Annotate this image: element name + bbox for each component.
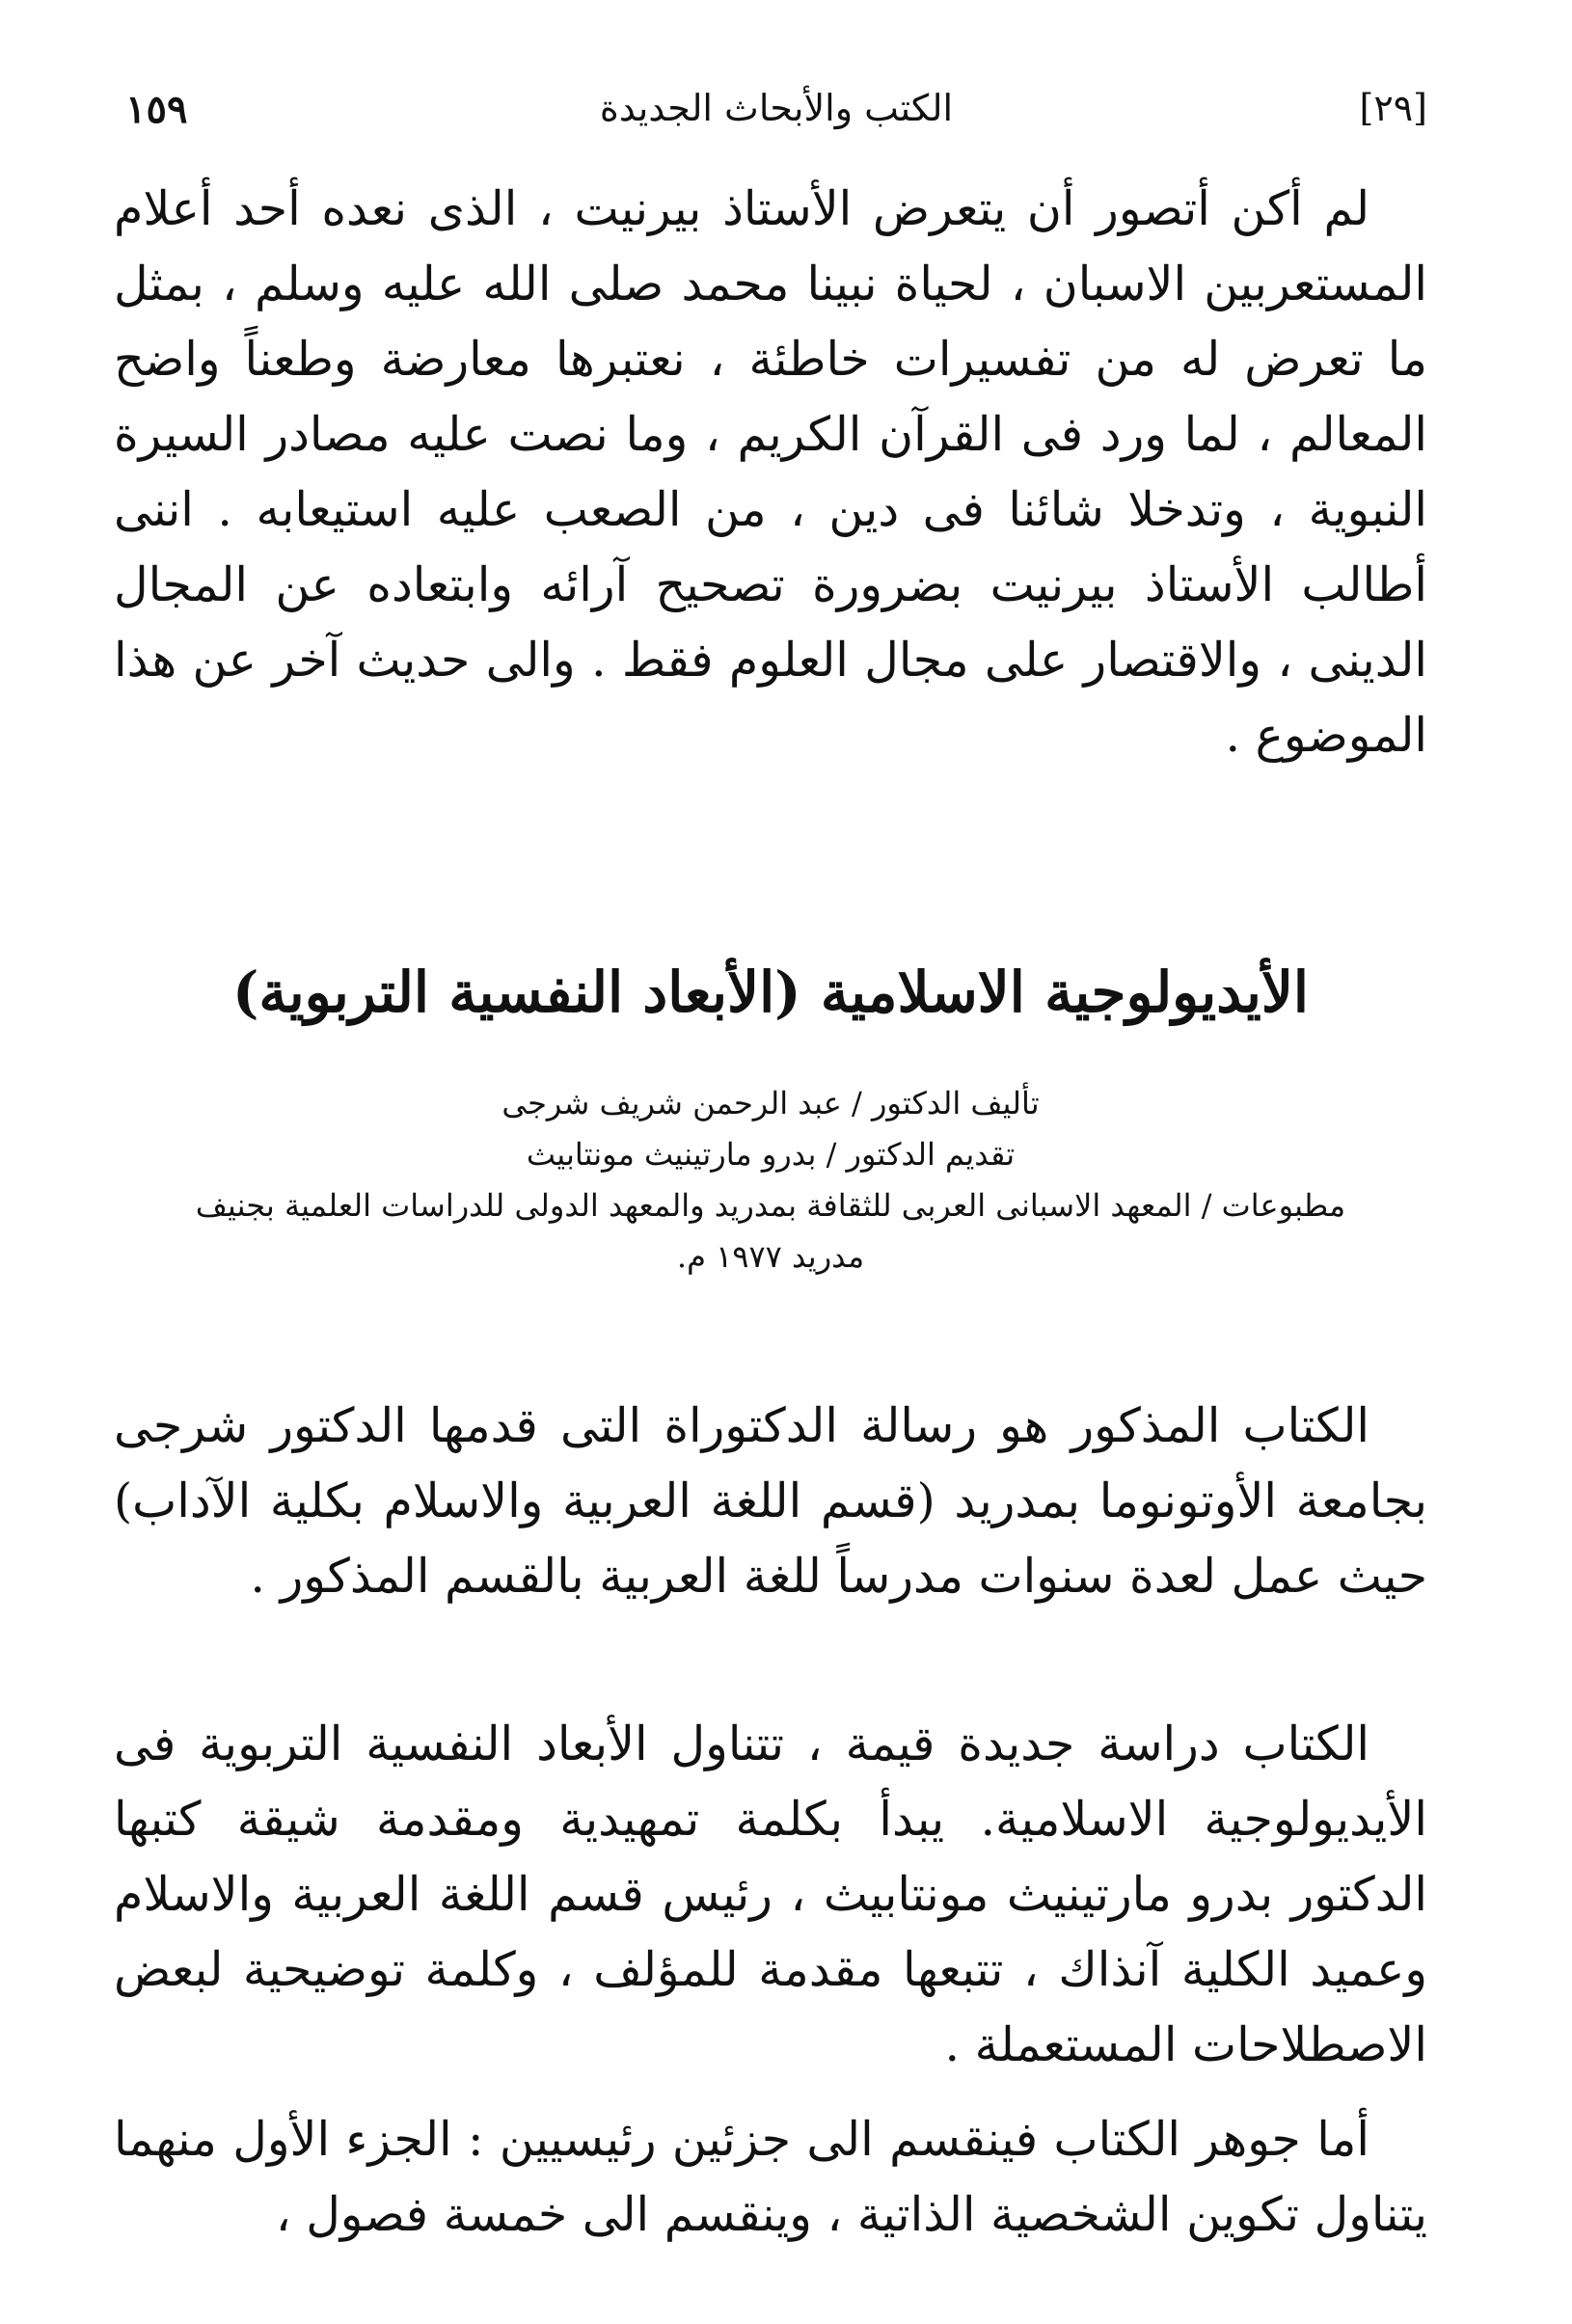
intro-paragraph: لم أكن أتصور أن يتعرض الأستاذ بيرنيت ، الذى نعده أحد أعلام المستعربين الاسبان ، لحياة نبينا محمد صلى الله عليه وسلم ، بمثل ما تعرض له من تفسيرات خاطئة ، نعتبرها معارضة وطعناً واضح المعالم ، لما ورد فى القرآن الكريم ، وما نصت عليه مصادر السيرة النبوية ، وتدخلا شائنا فى دين ، من الصعب عليه استيعابه . اننى أطالب الأستاذ بيرنيت بضرورة تصحيح آرائه وابتعاده عن المجال الدينى ، والاقتصار على مجال العلوم فقط . والى حديث آخر عن هذا الموضوع . xyxy=(114,181,1427,763)
body-paragraph-2: الكتاب المذكور هو رسالة الدكتوراة التى قدمها الدكتور شرجى بجامعة الأوتونوما بمدريد (قسم اللغة العربية والاسلام بكلية الآداب) حيث عمل لعدة سنوات مدرساً للغة العربية بالقسم المذكور . xyxy=(114,1398,1427,1604)
body-paragraph-3: الكتاب دراسة جديدة قيمة ، تتناول الأبعاد النفسية التربوية فى الأيديولوجية الاسلامية. يبدأ بكلمة تمهيدية ومقدمة شيقة كتبها الدكتور بدرو مارتينيث مونتابيث ، رئيس قسم اللغة العربية والاسلام وعميد الكلية آنذاك ، تتبعها مقدمة للمؤلف ، وكلمة توضيحية لبعض الاصطلاحات المستعملة . xyxy=(114,1716,1427,2072)
book-title: الأيديولوجية الاسلامية (الأبعاد النفسية التربوية) xyxy=(231,959,1310,1025)
page-number: ١٥٩ xyxy=(125,87,188,132)
body-paragraph-4: أما جوهر الكتاب فينقسم الى جزئين رئيسيين : الجزء الأول منهما يتناول تكوين الشخصية الذاتية ، وينقسم الى خمسة فصول ، xyxy=(114,2112,1427,2242)
book-author: تأليف الدكتور / عبد الرحمن شريف شرجى xyxy=(501,1085,1040,1121)
section-number: [٢٩] xyxy=(1359,87,1427,129)
book-publisher: مطبوعات / المعهد الاسبانى العربى للثقافة بمدريد والمعهد الدولى للدراسات العلمية بجنيف xyxy=(195,1187,1346,1224)
page-header xyxy=(125,87,1427,145)
book-place-date: مدريد ١٩٧٧ م. xyxy=(676,1238,865,1275)
book-preface: تقديم الدكتور / بدرو مارتينيث مونتابيث xyxy=(526,1136,1016,1173)
book-metadata xyxy=(114,1078,1427,1283)
running-title: الكتب والأبحاث الجديدة xyxy=(599,87,954,129)
